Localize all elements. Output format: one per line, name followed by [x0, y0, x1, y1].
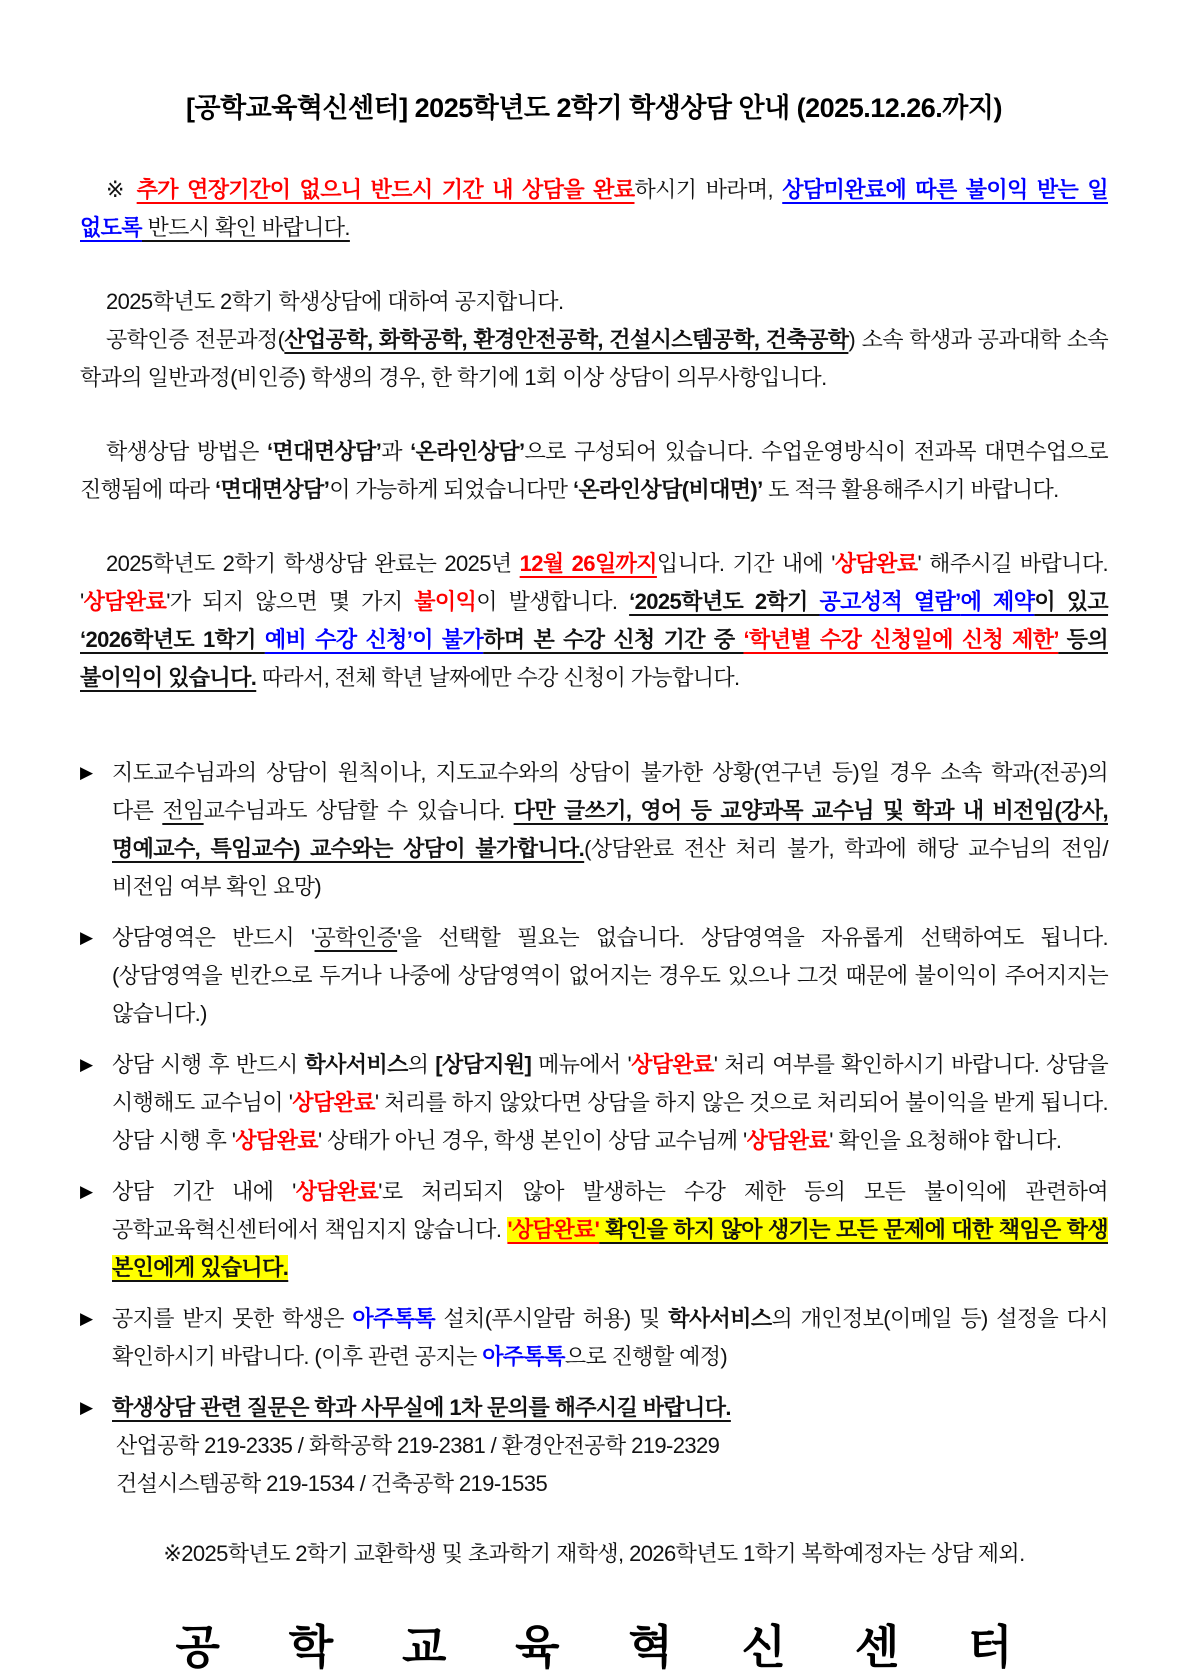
- text-segment: ‘면대면상담’: [214, 477, 330, 502]
- text-segment: '가 되지 않으면 몇 가지: [166, 589, 415, 614]
- text-segment: 도 적극 활용해주시기 바랍니다.: [762, 477, 1059, 502]
- text-segment: ‘2025학년도 2학기: [629, 589, 820, 614]
- text-segment: 상담미완료에 따른 불이익 받는 일 없도록: [80, 177, 1109, 240]
- text-segment: 상담 기간 내에 ': [112, 1179, 296, 1204]
- text-segment: 공지를 받지 못한 학생은: [112, 1306, 353, 1331]
- text-segment: 반드시 확인 바랍니다.: [141, 215, 350, 240]
- text-segment: '을 선택할 필요는 없습니다. 상담영역을 자유롭게 선택하여도 됩니다. (상담영역을 빈칸으로 두거나 나중에 상담영역이 없어지는 경우도 있으나 그것 때문에 불이익이 주어지지는 않습니다.): [112, 925, 1108, 1026]
- text-segment: 입니다. 기간 내에 ': [656, 551, 835, 576]
- bullet-arrow-icon: ▶: [80, 1309, 93, 1328]
- text-segment: 이 발생합니다.: [476, 589, 630, 614]
- text-segment: 학사서비스: [668, 1306, 772, 1331]
- text-segment: 교수님과도 상담할 수 있습니다.: [203, 798, 514, 823]
- text-segment: ) 소속 학생과 공과대학 소속 학과의 일반과정(비인증) 학생의 경우, 한 학기에 1회 이상 상담이 의무사항입니다.: [80, 327, 1109, 390]
- text-segment: 메뉴에서 ': [531, 1052, 632, 1077]
- bullet-text: [112, 760, 1108, 899]
- bullet-text: [112, 1395, 731, 1420]
- text-segment: 2025학년도 2학기 학생상담 완료는 2025년: [106, 551, 520, 576]
- text-segment: 의 개인정보(이메일 등) 설정을 다시 확인하시기 바랍니다. (이후 관련 공지는: [112, 1306, 1108, 1369]
- bullet-advisor: [80, 754, 1108, 906]
- text-segment: 하시기 바라며,: [634, 177, 783, 202]
- text-segment: 설치(푸시알람 허용) 및: [435, 1306, 669, 1331]
- bullet-responsibility: [80, 1173, 1108, 1287]
- intro-paragraph: [80, 283, 1108, 321]
- text-segment: 따라서, 전체 학년 날짜에만 수강 신청이 가능합니다.: [256, 665, 740, 690]
- center-signature: [80, 1617, 1108, 1677]
- bullet-area: [80, 919, 1108, 1033]
- text-segment: 상담완료: [746, 1128, 830, 1153]
- text-segment: 다만 글쓰기, 영어 등 교양과목 교수님 및 학과 내 비전임(강사, 명예교수, 특임교수) 교수와는 상담이 불가합니다.: [112, 798, 1108, 861]
- text-segment: 상담완료: [295, 1179, 379, 1204]
- bullet-arrow-icon: ▶: [80, 1055, 93, 1074]
- phone-line-2: [80, 1465, 1108, 1503]
- text-segment: ' 상태가 아닌 경우, 학생 본인이 상담 교수님께 ': [318, 1128, 747, 1153]
- text-segment: [상담지원]: [435, 1052, 532, 1077]
- text-segment: ' 해주시길 바랍니다. ': [80, 551, 1108, 614]
- text-segment: 산업공학, 화학공학, 환경안전공학, 건설시스템공학, 건축공학: [284, 327, 849, 352]
- text-segment: 2025학년도 2학기 학생상담에 대하여 공지합니다.: [106, 289, 564, 314]
- bullet-text: [112, 1052, 1108, 1153]
- text-segment: ' 확인을 요청해야 합니다.: [829, 1128, 1062, 1153]
- phone-line-1: [80, 1427, 1108, 1465]
- space: [80, 697, 1108, 741]
- text-segment: 불이익: [414, 589, 477, 614]
- exclusion-note: [80, 1535, 1108, 1573]
- text-segment: ' 처리를 하지 않았다면 상담을 하지 않은 것으로 처리되어 불이익을 받게 됩니다. 상담 시행 후 ': [112, 1090, 1108, 1153]
- text-segment: 의: [407, 1052, 436, 1077]
- text-segment: 학생상담 방법은: [106, 439, 267, 464]
- bullet-department-contact: [80, 1389, 1108, 1427]
- text-segment: 상담완료: [631, 1052, 714, 1077]
- text-segment: ‘면대면상담’: [267, 439, 382, 464]
- accreditation-paragraph: [80, 321, 1108, 397]
- text-segment: 산업공학 219-2335 / 화학공학 219-2381 / 환경안전공학 219-2329: [116, 1433, 720, 1458]
- text-segment: 상담완료: [83, 589, 167, 614]
- text-segment: 학사서비스: [304, 1052, 408, 1077]
- text-segment: 상담영역은 반드시 ': [112, 925, 315, 950]
- text-segment: 공고성적 열람’: [819, 589, 961, 614]
- text-segment: ' 처리 여부를 확인하시기 바랍니다. 상담을 시행해도 교수님이 ': [112, 1052, 1108, 1115]
- page-title: [공학교육혁신센터] 2025학년도 2학기 학생상담 안내 (2025.12.26.까지): [186, 93, 1002, 123]
- text-segment: 예비 수강 신청’이 불가: [264, 627, 484, 652]
- deadline-paragraph: [80, 545, 1108, 697]
- text-segment: ‘학년별 수강 신청일에 신청 제한’: [743, 627, 1059, 652]
- text-segment: '로 처리되지 않아 발생하는 수강 제한 등의 모든 불이익에 관련하여 공학교육혁신센터에서 책임지지 않습니다.: [112, 1179, 1108, 1242]
- text-segment: 12월 26일까지: [519, 551, 657, 576]
- bullet-arrow-icon: ▶: [80, 763, 93, 782]
- text-segment: 등의 불이익이 있습니다.: [80, 627, 1108, 690]
- bullet-ajoutalk: [80, 1300, 1108, 1376]
- bullet-text: [112, 1179, 1108, 1280]
- notice-paragraph: [80, 171, 1108, 247]
- text-segment: (상담완료 전산 처리 불가, 학과에 해당 교수님의 전임/비전임 여부 확인 요망): [112, 836, 1109, 899]
- bullet-arrow-icon: ▶: [80, 1182, 93, 1201]
- text-segment: 건설시스템공학 219-1534 / 건축공학 219-1535: [116, 1471, 548, 1496]
- method-paragraph: [80, 433, 1108, 509]
- text-segment: 으로 진행할 예정): [564, 1344, 728, 1369]
- bullet-text: [112, 925, 1108, 1026]
- text-segment: 이 있고 ‘2026학년도 1학기: [80, 589, 1109, 652]
- text-segment: 상담완료: [834, 551, 918, 576]
- text-segment: 이 가능하게 되었습니다만: [329, 477, 573, 502]
- space: [80, 397, 1108, 433]
- text-segment: '상담완료': [507, 1217, 600, 1242]
- text-segment: 하며 본 수강 신청 기간 중: [483, 627, 744, 652]
- bullet-arrow-icon: ▶: [80, 928, 93, 947]
- text-segment: ※: [106, 177, 137, 202]
- text-segment: 상담완료: [235, 1128, 319, 1153]
- bullet-arrow-icon: ▶: [80, 1398, 93, 1417]
- text-segment: 에 제약: [960, 589, 1035, 614]
- text-segment: 공학인증: [314, 925, 398, 950]
- text-segment: 공학인증 전문과정(: [106, 327, 285, 352]
- text-segment: 상담 시행 후 반드시: [112, 1052, 305, 1077]
- text-segment: 으로 구성되어 있습니다. 수업운영방식이 전과목 대면수업으로 진행됨에 따라: [80, 439, 1109, 502]
- text-segment: 공 학 교 육 혁 신 센 터: [175, 1621, 1013, 1673]
- text-segment: 추가 연장기간이 없으니 반드시 기간 내 상담을 완료: [136, 177, 635, 202]
- text-segment: 확인을 하지 않아 생기는 모든 문제에 대한 책임은 학생 본인에게 있습니다.: [112, 1217, 1108, 1280]
- bullet-check-completion: [80, 1046, 1108, 1160]
- document-body: [80, 171, 1108, 1677]
- text-segment: ‘온라인상담’: [410, 439, 525, 464]
- space: [80, 247, 1108, 283]
- text-segment: 상담완료: [292, 1090, 375, 1115]
- text-segment: ※2025학년도 2학기 교환학생 및 초과학기 재학생, 2026학년도 1학기 복학예정자는 상담 제외.: [163, 1541, 1025, 1566]
- text-segment: 과: [381, 439, 411, 464]
- text-segment: 학생상담 관련 질문은 학과 사무실에 1차 문의를 해주시길 바랍니다.: [112, 1395, 731, 1420]
- bullet-text: [112, 1306, 1108, 1369]
- text-segment: 아주톡톡: [352, 1306, 436, 1331]
- text-segment: 아주톡톡: [482, 1344, 565, 1369]
- text-segment: 전임: [162, 798, 204, 823]
- text-segment: ‘온라인상담(비대면)’: [572, 477, 763, 502]
- space: [80, 509, 1108, 545]
- text-segment: 지도교수님과의 상담이 원칙이나, 지도교수와의 상담이 불가한 상황(연구년 등)일 경우 소속 학과(전공)의 다른: [112, 760, 1108, 823]
